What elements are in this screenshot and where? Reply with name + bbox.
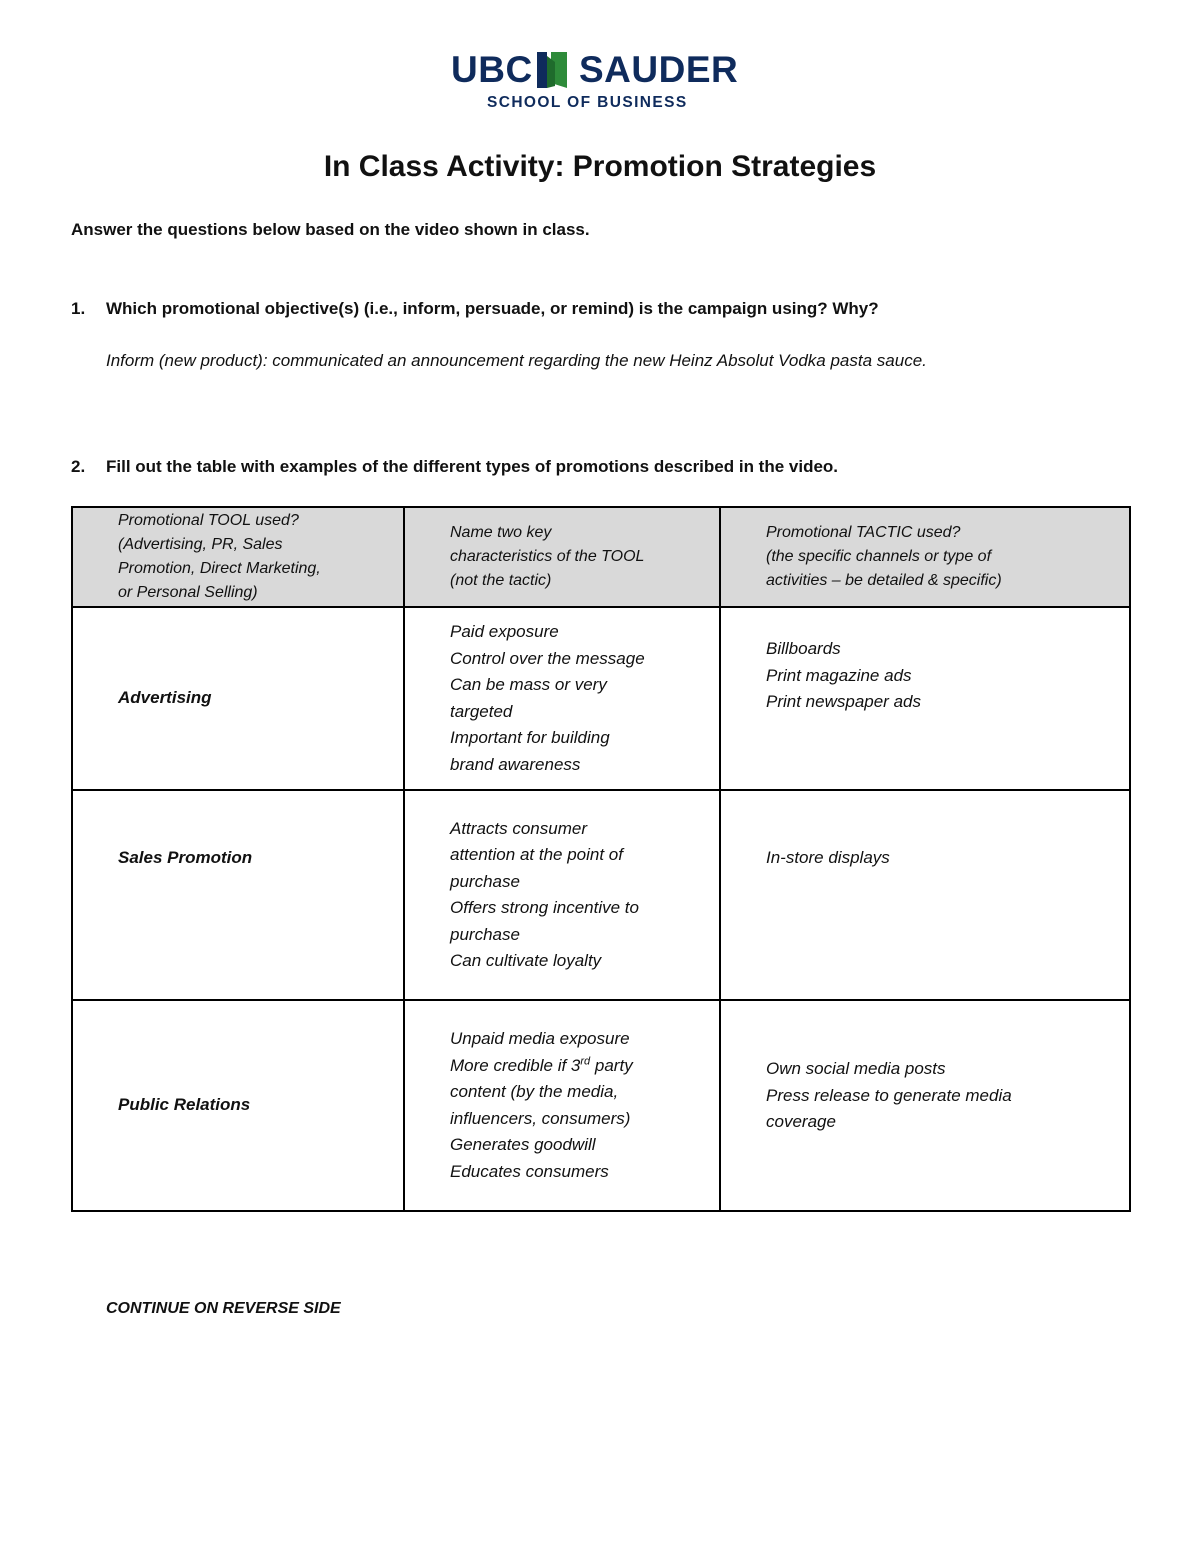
tool-name: Sales Promotion <box>118 848 253 867</box>
tool-cell <box>72 607 404 790</box>
characteristic-line: Can be mass or very <box>450 675 607 694</box>
tool-name: Public Relations <box>118 1095 251 1115</box>
tactic-line: coverage <box>766 1112 836 1131</box>
question-1-text: Which promotional objective(s) (i.e., inform, persuade, or remind) is the campaign using? Why? <box>106 299 879 318</box>
tool-cell <box>72 1000 404 1211</box>
characteristics-cell <box>404 607 720 790</box>
ordinal-suffix: rd <box>580 1054 591 1067</box>
characteristic-line: purchase <box>450 924 520 944</box>
tactic-line: Press release to generate media <box>766 1085 1012 1105</box>
characteristic-line: Control over the message <box>450 648 645 668</box>
header-tactic <box>720 507 1130 607</box>
logo-subtitle: SCHOOL OF BUSINESS <box>487 94 688 111</box>
tactic-line: In-store displays <box>766 848 890 867</box>
header-text: Promotion, Direct Marketing, <box>118 560 321 577</box>
characteristic-line: attention at the point of <box>450 845 623 864</box>
characteristic-line: Can cultivate loyalty <box>450 951 602 970</box>
question-2 <box>71 457 838 477</box>
header-tool <box>72 507 404 607</box>
characteristic-text: party <box>590 1055 633 1075</box>
characteristic-text: More credible if 3 <box>450 1055 581 1075</box>
header-text: Promotional TOOL used? <box>118 512 299 529</box>
characteristic-line: Unpaid media exposure <box>450 1029 630 1048</box>
question-1-number: 1. <box>71 299 86 318</box>
characteristic-line: brand awareness <box>450 754 581 774</box>
page-title: In Class Activity: Promotion Strategies <box>323 150 877 183</box>
characteristic-line: Attracts consumer <box>450 818 587 838</box>
logo-name-left: UBC <box>451 49 533 90</box>
characteristic-line: Important for building <box>450 728 610 747</box>
question-2-number: 2. <box>71 457 86 476</box>
continue-note: CONTINUE ON REVERSE SIDE <box>106 1300 341 1317</box>
table-row <box>72 790 1130 1000</box>
table-row <box>72 1000 1130 1211</box>
header-text: (not the tactic) <box>450 572 552 589</box>
question-1-answer: Inform (new product): communicated an announcement regarding the new Heinz Absolut Vodka pasta sauce. <box>106 351 927 370</box>
header-text: activities – be detailed & specific) <box>766 572 1002 589</box>
table-row <box>72 607 1130 790</box>
tactic-line: Print magazine ads <box>766 665 912 685</box>
tactic-line: Billboards <box>766 639 841 658</box>
characteristic-line: Generates goodwill <box>450 1135 596 1154</box>
header-text: (the specific channels or type of <box>766 548 992 565</box>
ubc-sauder-logo <box>449 44 739 116</box>
header-text: characteristics of the TOOL <box>450 548 645 565</box>
characteristic-line: influencers, consumers) <box>450 1108 631 1128</box>
tactic-line: Print newspaper ads <box>766 692 921 711</box>
promotion-table <box>71 506 1131 1212</box>
logo-mark-icon <box>533 50 569 90</box>
tactics-cell <box>720 1000 1130 1211</box>
header-text: Name two key <box>450 524 552 541</box>
tactic-line: Own social media posts <box>766 1059 946 1078</box>
question-1 <box>71 299 879 319</box>
tool-name: Advertising <box>118 688 212 708</box>
characteristics-cell <box>404 790 720 1000</box>
tool-cell <box>72 790 404 1000</box>
characteristics-cell <box>404 1000 720 1211</box>
characteristic-line: Offers strong incentive to <box>450 898 639 917</box>
question-2-text: Fill out the table with examples of the different types of promotions described in the video. <box>106 457 839 476</box>
characteristic-line: targeted <box>450 701 513 721</box>
instructions: Answer the questions below based on the video shown in class. <box>71 220 590 239</box>
characteristic-line <box>450 1053 708 1080</box>
header-text: Promotional TACTIC used? <box>766 524 961 541</box>
tactics-cell <box>720 607 1130 790</box>
logo-name-right: SAUDER <box>579 49 739 90</box>
characteristic-line: Paid exposure <box>450 622 559 641</box>
characteristic-line: purchase <box>450 871 520 891</box>
characteristic-line: Educates consumers <box>450 1161 609 1181</box>
header-text: (Advertising, PR, Sales <box>118 536 283 553</box>
header-text: or Personal Selling) <box>118 584 258 601</box>
table-header-row <box>72 507 1130 607</box>
header-characteristics <box>404 507 720 607</box>
tactics-cell <box>720 790 1130 1000</box>
characteristic-line: content (by the media, <box>450 1082 619 1101</box>
